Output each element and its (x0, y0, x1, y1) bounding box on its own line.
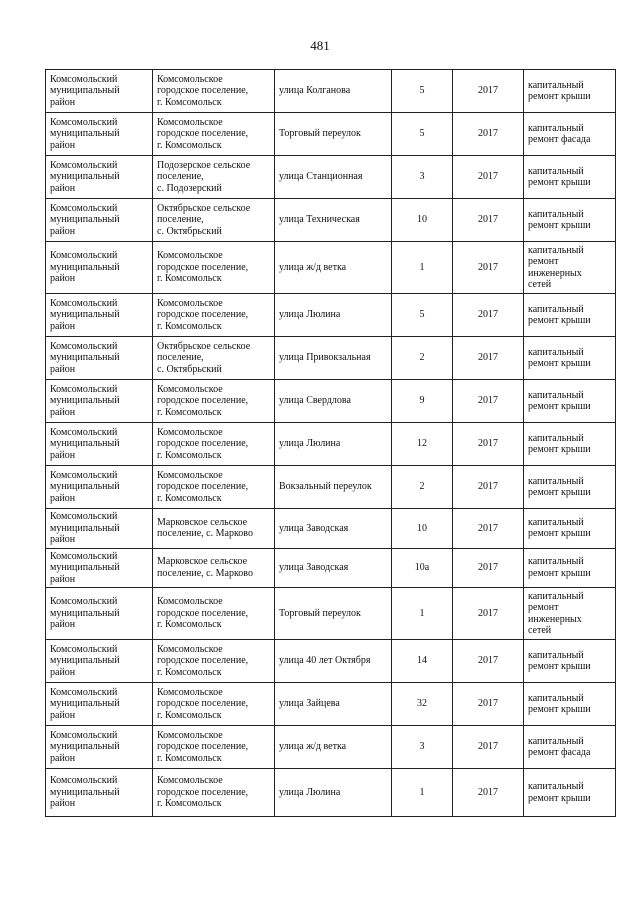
street-cell: улица Свердлова (275, 380, 392, 423)
settlement-cell: Комсомольское городское поселение, г. Комсомольск (153, 769, 275, 817)
district-cell: Комсомольский муниципальный район (46, 113, 153, 156)
house-cell: 5 (392, 113, 453, 156)
house-cell: 10 (392, 199, 453, 242)
work-type-cell: капитальный ремонт фасада (524, 726, 616, 769)
street-cell: улица Зайцева (275, 683, 392, 726)
street-cell: Торговый переулок (275, 588, 392, 640)
street-cell: улица ж/д ветка (275, 726, 392, 769)
table-row (46, 70, 616, 113)
table-row (46, 156, 616, 199)
table-row (46, 337, 616, 380)
work-type-cell: капитальный ремонт фасада (524, 113, 616, 156)
work-type-cell: капитальный ремонт крыши (524, 294, 616, 337)
settlement-cell: Комсомольское городское поселение, г. Комсомольск (153, 423, 275, 466)
street-cell: улица 40 лет Октября (275, 640, 392, 683)
district-cell: Комсомольский муниципальный район (46, 769, 153, 817)
house-cell: 32 (392, 683, 453, 726)
work-type-cell: капитальный ремонт крыши (524, 769, 616, 817)
year-cell: 2017 (453, 337, 524, 380)
district-cell: Комсомольский муниципальный район (46, 199, 153, 242)
year-cell: 2017 (453, 70, 524, 113)
house-cell: 14 (392, 640, 453, 683)
district-cell: Комсомольский муниципальный район (46, 156, 153, 199)
table-row (46, 640, 616, 683)
year-cell: 2017 (453, 726, 524, 769)
district-cell: Комсомольский муниципальный район (46, 548, 153, 588)
work-type-cell: капитальный ремонт крыши (524, 70, 616, 113)
work-type-cell: капитальный ремонт крыши (524, 423, 616, 466)
settlement-cell: Комсомольское городское поселение, г. Комсомольск (153, 683, 275, 726)
table-row (46, 548, 616, 588)
house-cell: 5 (392, 70, 453, 113)
table-row (46, 113, 616, 156)
settlement-cell: Комсомольское городское поселение, г. Комсомольск (153, 466, 275, 509)
year-cell: 2017 (453, 640, 524, 683)
table-row (46, 588, 616, 640)
district-cell: Комсомольский муниципальный район (46, 294, 153, 337)
year-cell: 2017 (453, 380, 524, 423)
work-type-cell: капитальный ремонт крыши (524, 683, 616, 726)
table-row (46, 683, 616, 726)
page-number: 481 (310, 38, 330, 53)
work-type-cell: капитальный ремонт крыши (524, 466, 616, 509)
work-type-cell: капитальный ремонт крыши (524, 509, 616, 549)
settlement-cell: Комсомольское городское поселение, г. Комсомольск (153, 113, 275, 156)
table-row (46, 242, 616, 294)
district-cell: Комсомольский муниципальный район (46, 640, 153, 683)
settlement-cell: Октябрьское сельское поселение, с. Октябрьский (153, 337, 275, 380)
street-cell: улица Заводская (275, 548, 392, 588)
street-cell: Вокзальный переулок (275, 466, 392, 509)
settlement-cell: Комсомольское городское поселение, г. Комсомольск (153, 294, 275, 337)
district-cell: Комсомольский муниципальный район (46, 588, 153, 640)
year-cell: 2017 (453, 466, 524, 509)
settlement-cell: Подозерское сельское поселение, с. Подозерский (153, 156, 275, 199)
settlement-cell: Комсомольское городское поселение, г. Комсомольск (153, 640, 275, 683)
street-cell: улица Люлина (275, 423, 392, 466)
house-cell: 2 (392, 466, 453, 509)
street-cell: Торговый переулок (275, 113, 392, 156)
house-cell: 1 (392, 769, 453, 817)
house-cell: 3 (392, 726, 453, 769)
table-row (46, 466, 616, 509)
district-cell: Комсомольский муниципальный район (46, 70, 153, 113)
house-cell: 1 (392, 242, 453, 294)
work-type-cell: капитальный ремонт крыши (524, 548, 616, 588)
house-cell: 5 (392, 294, 453, 337)
street-cell: улица Колганова (275, 70, 392, 113)
district-cell: Комсомольский муниципальный район (46, 337, 153, 380)
year-cell: 2017 (453, 769, 524, 817)
year-cell: 2017 (453, 294, 524, 337)
work-type-cell: капитальный ремонт инженерных сетей (524, 588, 616, 640)
table-body (46, 70, 616, 817)
work-type-cell: капитальный ремонт крыши (524, 640, 616, 683)
year-cell: 2017 (453, 242, 524, 294)
street-cell: улица Люлина (275, 294, 392, 337)
settlement-cell: Комсомольское городское поселение, г. Комсомольск (153, 588, 275, 640)
district-cell: Комсомольский муниципальный район (46, 242, 153, 294)
settlement-cell: Марковское сельское поселение, с. Марково (153, 548, 275, 588)
year-cell: 2017 (453, 113, 524, 156)
repair-registry-table (45, 69, 616, 817)
settlement-cell: Комсомольское городское поселение, г. Комсомольск (153, 726, 275, 769)
district-cell: Комсомольский муниципальный район (46, 683, 153, 726)
table-row (46, 294, 616, 337)
year-cell: 2017 (453, 156, 524, 199)
table-row (46, 726, 616, 769)
house-cell: 10а (392, 548, 453, 588)
house-cell: 10 (392, 509, 453, 549)
work-type-cell: капитальный ремонт крыши (524, 199, 616, 242)
district-cell: Комсомольский муниципальный район (46, 423, 153, 466)
house-cell: 3 (392, 156, 453, 199)
year-cell: 2017 (453, 509, 524, 549)
house-cell: 12 (392, 423, 453, 466)
settlement-cell: Комсомольское городское поселение, г. Комсомольск (153, 70, 275, 113)
district-cell: Комсомольский муниципальный район (46, 466, 153, 509)
work-type-cell: капитальный ремонт крыши (524, 156, 616, 199)
street-cell: улица Заводская (275, 509, 392, 549)
year-cell: 2017 (453, 683, 524, 726)
street-cell: улица Люлина (275, 769, 392, 817)
settlement-cell: Комсомольское городское поселение, г. Комсомольск (153, 380, 275, 423)
settlement-cell: Марковское сельское поселение, с. Марково (153, 509, 275, 549)
street-cell: улица Привокзальная (275, 337, 392, 380)
work-type-cell: капитальный ремонт инженерных сетей (524, 242, 616, 294)
street-cell: улица ж/д ветка (275, 242, 392, 294)
district-cell: Комсомольский муниципальный район (46, 509, 153, 549)
table-row (46, 769, 616, 817)
table-row (46, 199, 616, 242)
work-type-cell: капитальный ремонт крыши (524, 380, 616, 423)
table-row (46, 380, 616, 423)
work-type-cell: капитальный ремонт крыши (524, 337, 616, 380)
year-cell: 2017 (453, 548, 524, 588)
street-cell: улица Станционная (275, 156, 392, 199)
house-cell: 2 (392, 337, 453, 380)
house-cell: 9 (392, 380, 453, 423)
district-cell: Комсомольский муниципальный район (46, 380, 153, 423)
district-cell: Комсомольский муниципальный район (46, 726, 153, 769)
year-cell: 2017 (453, 199, 524, 242)
house-cell: 1 (392, 588, 453, 640)
year-cell: 2017 (453, 423, 524, 466)
settlement-cell: Комсомольское городское поселение, г. Комсомольск (153, 242, 275, 294)
settlement-cell: Октябрьское сельское поселение, с. Октябрьский (153, 199, 275, 242)
table-row (46, 509, 616, 549)
table-row (46, 423, 616, 466)
street-cell: улица Техническая (275, 199, 392, 242)
year-cell: 2017 (453, 588, 524, 640)
